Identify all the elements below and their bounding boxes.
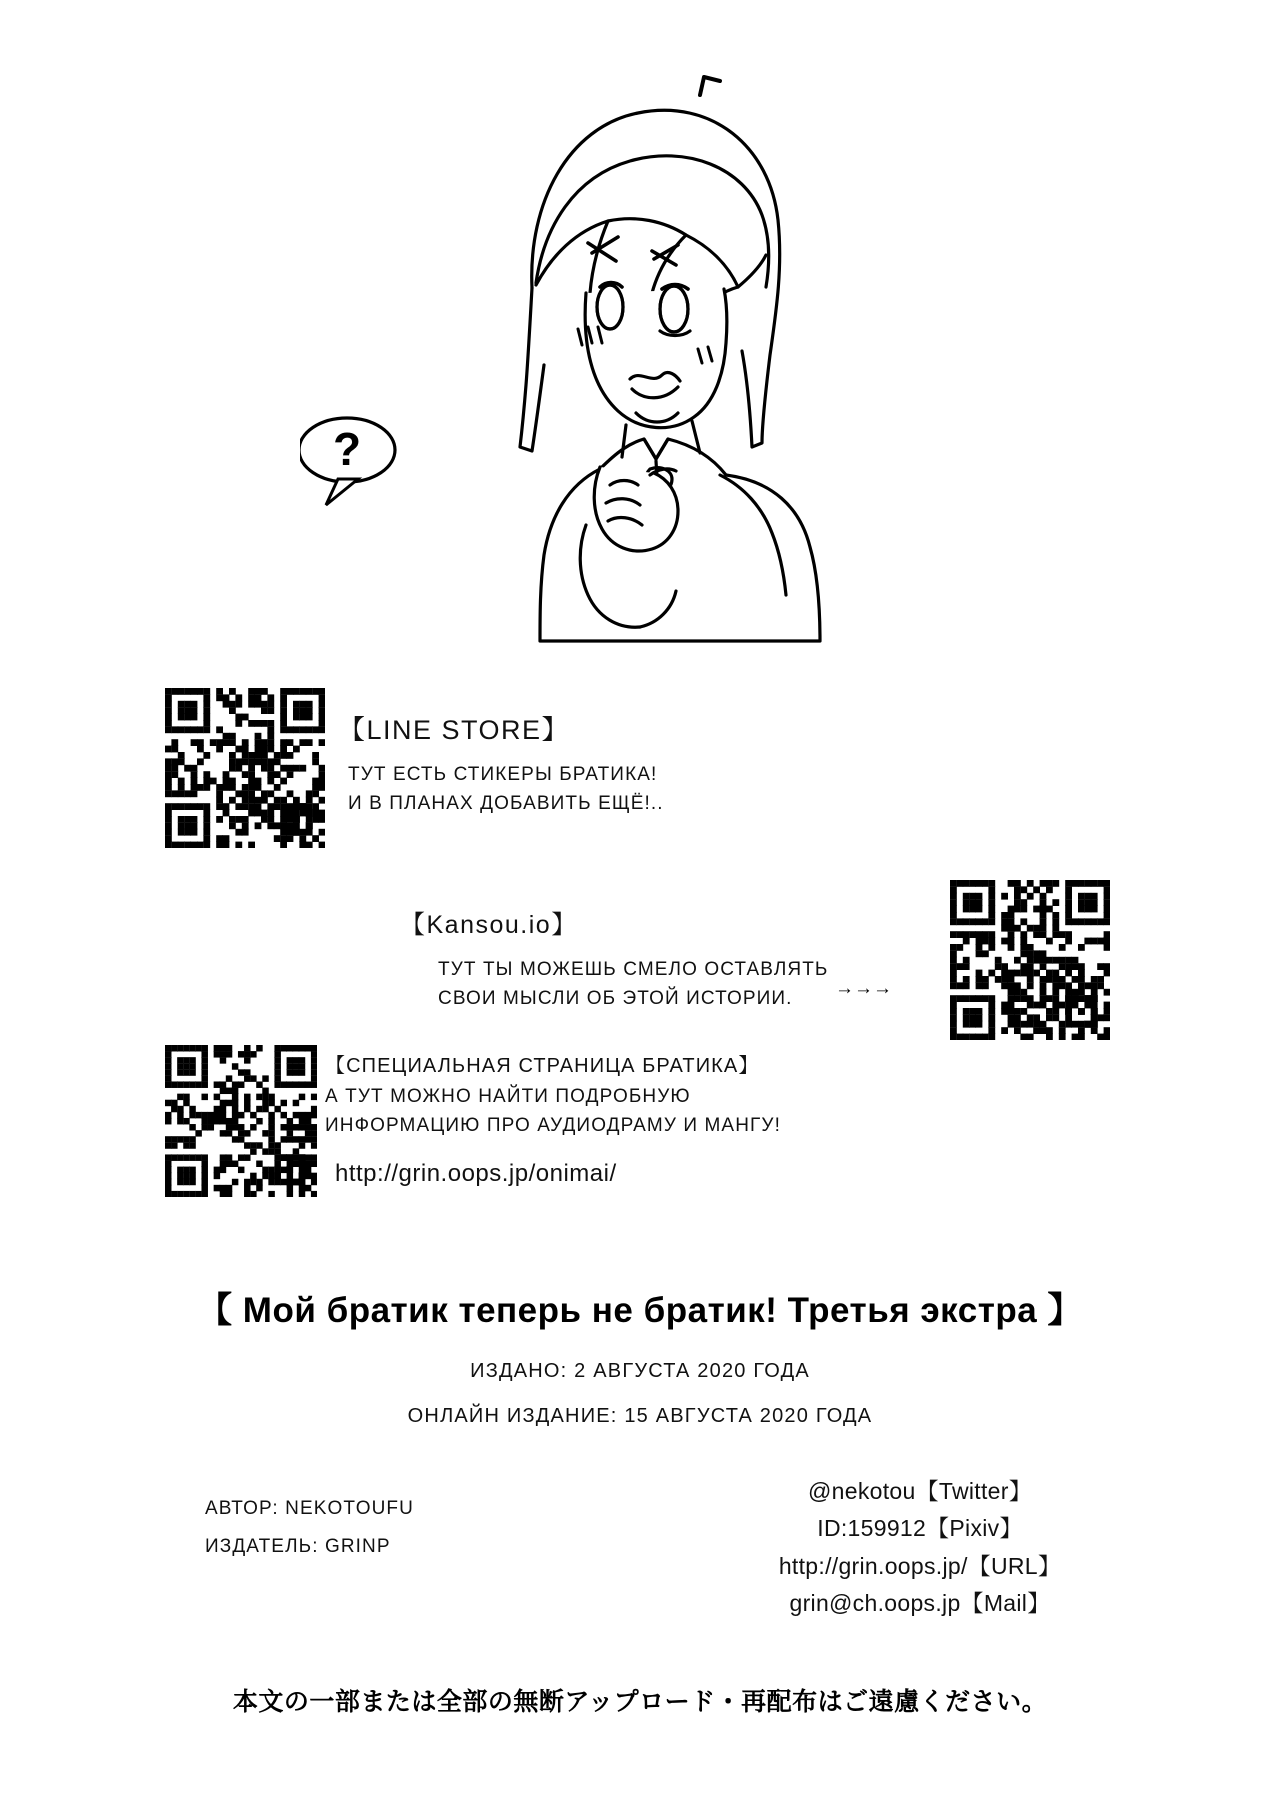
kansou-line-2: СВОИ МЫСЛИ ОБ ЭТОЙ ИСТОРИИ. <box>438 988 793 1010</box>
qr-code-line-store[interactable] <box>165 688 325 848</box>
contact-twitter[interactable]: @nekotou【Twitter】 <box>807 1478 1033 1504</box>
special-page-url-block[interactable] <box>335 1160 617 1188</box>
qr-code-special-page[interactable] <box>165 1045 317 1197</box>
arrow-glyphs: →→→ <box>835 978 892 999</box>
line-store-heading: 【LINE STORE】 <box>338 715 571 745</box>
line-store-lines <box>348 760 664 819</box>
published-date: ИЗДАНО: 2 АВГУСТА 2020 ГОДА <box>470 1360 810 1382</box>
girl-thinking-illustration <box>300 55 860 675</box>
online-date: ОНЛАЙН ИЗДАНИЕ: 15 АВГУСТА 2020 ГОДА <box>407 1405 873 1427</box>
credit-author: АВТОР: NEKOTOUFU <box>205 1498 414 1519</box>
special-page-heading: 【СПЕЦИАЛЬНАЯ СТРАНИЦА БРАТИКА】 <box>325 1055 760 1077</box>
contact-pixiv[interactable]: ID:159912【Pixiv】 <box>817 1515 1023 1542</box>
qr-code-kansou[interactable] <box>950 880 1110 1040</box>
special-page-block <box>325 1051 781 1141</box>
kansou-arrow <box>835 978 892 1000</box>
speech-bubble-text: ? <box>332 423 362 475</box>
special-page-url[interactable]: http://grin.oops.jp/onimai/ <box>335 1160 617 1187</box>
special-page-line-1: А ТУТ МОЖНО НАЙТИ ПОДРОБНУЮ <box>325 1086 691 1107</box>
credit-publisher: ИЗДАТЕЛЬ: GRINP <box>205 1536 391 1557</box>
redistribution-notice: 本文の一部または全部の無断アップロード・再配布はご遠慮ください。 <box>232 1688 1048 1716</box>
kansou-line-1: ТУТ ТЫ МОЖЕШЬ СМЕЛО ОСТАВЛЯТЬ <box>438 959 829 980</box>
special-page-line-2: ИНФОРМАЦИЮ ПРО АУДИОДРАМУ И МАНГУ! <box>325 1115 781 1137</box>
line-store-heading-block <box>338 708 570 747</box>
contact-mail[interactable]: grin@ch.oops.jp【Mail】 <box>789 1589 1051 1616</box>
credits-left <box>205 1490 414 1566</box>
page-title: 【 Мой братик теперь не братик! Третья экстра 】 <box>197 1291 1083 1330</box>
contact-url[interactable]: http://grin.oops.jp/【URL】 <box>778 1552 1062 1579</box>
kansou-heading: 【Kansou.io】 <box>400 911 578 939</box>
line-store-line-1: ТУТ ЕСТЬ СТИКЕРЫ БРАТИКА! <box>348 764 658 785</box>
line-store-line-2: И В ПЛАНАХ ДОБАВИТЬ ЕЩЁ!.. <box>348 793 664 815</box>
credits-right <box>640 1473 1200 1622</box>
kansou-lines <box>438 955 829 1014</box>
kansou-heading-block <box>400 905 578 941</box>
